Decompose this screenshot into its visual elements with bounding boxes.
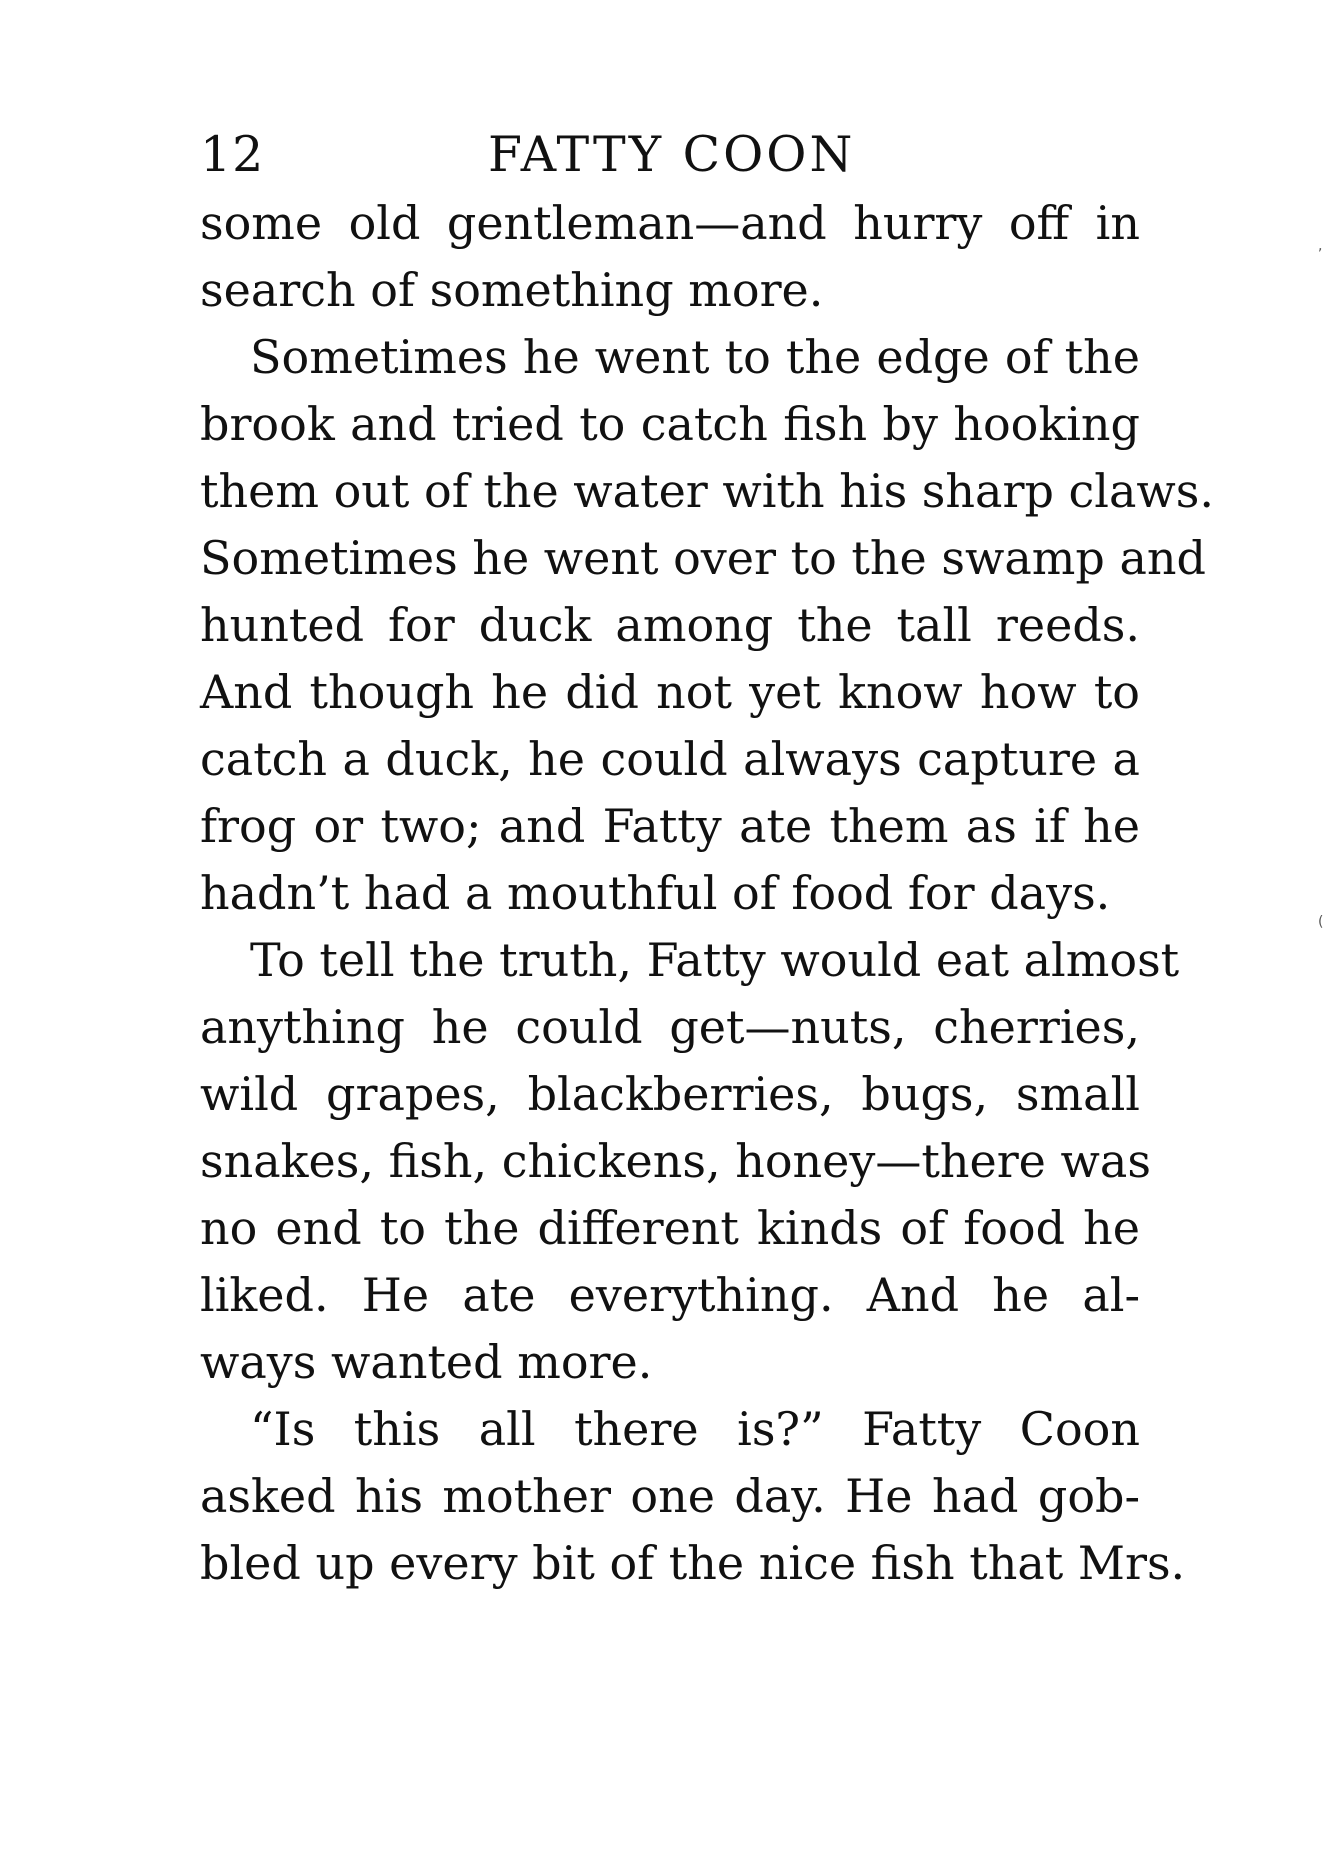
text-line: anything he could get—nuts, cherries, <box>200 1000 1140 1054</box>
text-line: catch a duck, he could always capture a <box>200 732 1140 786</box>
text-line: some old gentleman—and hurry off in <box>200 196 1140 250</box>
text-line: search of something more. <box>200 263 824 317</box>
text-line: frog or two; and Fatty ate them as if he <box>200 799 1140 853</box>
text-line: ways wanted more. <box>200 1335 653 1389</box>
book-page <box>200 120 1215 1597</box>
paragraph <box>200 324 1215 927</box>
text-line: And though he did not yet know how to <box>200 665 1140 719</box>
page-number: 12 <box>200 126 265 183</box>
text-line: To tell the truth, Fatty would eat almost <box>250 933 1180 987</box>
text-line: no end to the different kinds of food he <box>200 1201 1140 1255</box>
text-line: asked his mother one day. He had gob- <box>200 1469 1140 1523</box>
text-line: snakes, fish, chickens, honey—there was <box>200 1134 1151 1188</box>
text-line: brook and tried to catch fish by hooking <box>200 397 1140 451</box>
paragraph <box>200 1396 1186 1597</box>
text-line: Sometimes he went over to the swamp and <box>200 531 1206 585</box>
text-line: liked. He ate everything. And he al- <box>200 1268 1140 1322</box>
text-line: wild grapes, blackberries, bugs, small <box>200 1067 1140 1121</box>
margin-mark: ( <box>1318 914 1324 930</box>
text-line: hadn’t had a mouthful of food for days. <box>200 866 1111 920</box>
paragraph <box>200 190 1140 324</box>
body-text <box>200 190 1215 1597</box>
text-line: them out of the water with his sharp claws. <box>200 464 1215 518</box>
running-head <box>200 120 1140 190</box>
text-line: hunted for duck among the tall reeds. <box>200 598 1140 652</box>
text-line: “Is this all there is?” Fatty Coon <box>250 1402 1140 1456</box>
text-line: Sometimes he went to the edge of the <box>250 330 1140 384</box>
margin-mark: , <box>1318 238 1323 254</box>
book-title: FATTY COON <box>488 126 856 183</box>
text-line: bled up every bit of the nice fish that Mrs. <box>200 1536 1186 1590</box>
paragraph <box>200 927 1180 1396</box>
